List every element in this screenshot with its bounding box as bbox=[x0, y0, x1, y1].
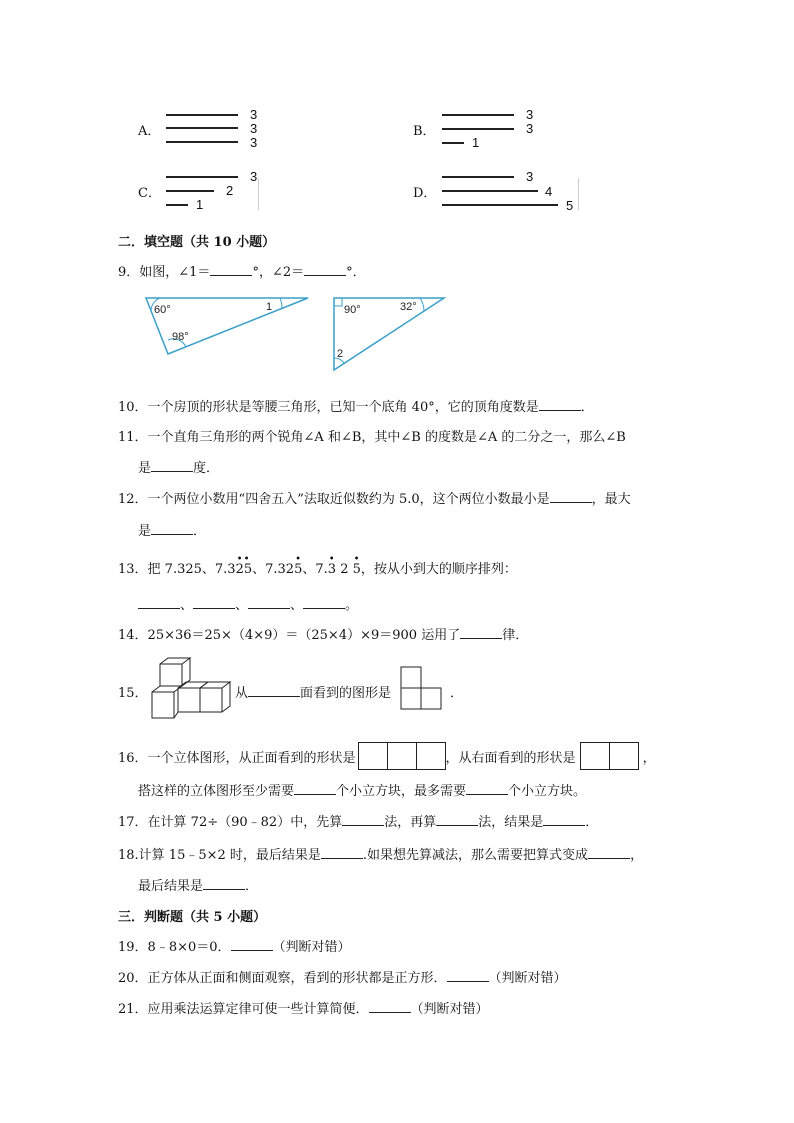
q12-line2-suffix: ． bbox=[193, 524, 207, 539]
q9-fig1-angle-a: 60° bbox=[154, 304, 171, 316]
q17-prefix: 17．在计算 72÷（90﹣82）中，先算 bbox=[118, 815, 343, 830]
q21-prefix: 21．应用乘法运算定律可使一些计算简便． bbox=[118, 1002, 369, 1017]
option-a-segment-1 bbox=[166, 114, 238, 116]
q15-mid-suffix: 面看到的图形是 bbox=[300, 686, 392, 701]
q17-suffix: ． bbox=[585, 815, 599, 830]
q16-front-box-2 bbox=[388, 742, 417, 770]
question-12-line-2 bbox=[138, 520, 206, 539]
q17-mid2: 法，结果是 bbox=[478, 815, 544, 830]
q20-blank[interactable] bbox=[447, 969, 489, 982]
q16-front-view bbox=[358, 742, 446, 770]
q9-prefix: 9．如图，∠1＝ bbox=[118, 265, 211, 280]
q13-sep1: 、7.32 bbox=[252, 562, 295, 577]
q12-blank-2[interactable] bbox=[151, 522, 193, 535]
q16-front-box-1 bbox=[358, 742, 388, 770]
option-d-label: D． bbox=[413, 186, 437, 201]
q16-right-box-1 bbox=[580, 742, 610, 770]
q14-prefix: 14．25×36＝25×（4×9）＝（25×4）×9＝900 运用了 bbox=[118, 628, 461, 643]
option-d-num-3: 5 bbox=[566, 198, 574, 213]
q16-line2-suffix: 个小立方块。 bbox=[508, 784, 587, 799]
q15-view-shape bbox=[400, 666, 444, 712]
q16-right-box-2 bbox=[610, 742, 639, 770]
option-a-num-1: 3 bbox=[250, 107, 258, 122]
q10-text: 10．一个房顶的形状是等腰三角形，已知一个底角 40°，它的顶角度数是 bbox=[118, 400, 539, 415]
q13-sep-d: 。 bbox=[345, 598, 359, 613]
question-16-line-2 bbox=[138, 780, 586, 799]
option-c-segment-1 bbox=[166, 176, 238, 178]
q14-blank[interactable] bbox=[460, 626, 502, 639]
option-b-segment-3 bbox=[442, 142, 464, 144]
q20-suffix: （判断对错） bbox=[488, 971, 567, 986]
q16-blank-2[interactable] bbox=[466, 782, 508, 795]
q15-end: ． bbox=[450, 686, 464, 701]
q9-blank-2[interactable] bbox=[304, 263, 346, 276]
question-20 bbox=[118, 967, 567, 986]
q13-prefix: 13．把 7.325、7.3 bbox=[118, 562, 236, 577]
q13-dot-3: • bbox=[295, 554, 301, 565]
q13-n4b: 2 bbox=[340, 562, 349, 577]
q13-n2: 25 bbox=[235, 562, 253, 577]
question-17 bbox=[118, 811, 598, 830]
q13-repeating-4 bbox=[327, 554, 337, 577]
option-c-label: C． bbox=[138, 186, 161, 201]
section-3-title: 三．判断题（共 5 小题） bbox=[118, 910, 267, 925]
q13-n3: 5 bbox=[294, 562, 303, 577]
option-d-segment-2 bbox=[442, 190, 538, 192]
q9-fig2-angle-c: 2 bbox=[337, 348, 344, 360]
q9-blank-1[interactable] bbox=[210, 263, 252, 276]
q9-triangle-2 bbox=[330, 292, 450, 372]
q9-suffix: °． bbox=[346, 265, 366, 280]
option-d-num-2: 4 bbox=[545, 184, 553, 199]
q17-blank-1[interactable] bbox=[342, 813, 384, 826]
q13-n4c: 5 bbox=[352, 562, 361, 577]
q17-mid1: 法，再算 bbox=[384, 815, 437, 830]
q14-suffix: 律． bbox=[502, 628, 529, 643]
q13-dot-5: • bbox=[353, 554, 360, 565]
q17-blank-2[interactable] bbox=[436, 813, 478, 826]
option-c-divider bbox=[258, 178, 259, 210]
q18-line1-prefix: 18.计算 15﹣5×2 时，最后结果是 bbox=[118, 848, 321, 863]
q13-n4a: 3 bbox=[327, 562, 337, 577]
option-b-label: B． bbox=[413, 124, 436, 139]
q13-dot-4: • bbox=[328, 554, 335, 565]
q16-mid: ，从右面看到的形状是 bbox=[445, 750, 576, 766]
q18-line1-mid: .如果想先算减法，那么需要把算式变成 bbox=[362, 848, 589, 863]
q13-dot-2: • bbox=[243, 554, 250, 565]
option-c-segment-2 bbox=[166, 190, 214, 192]
q11-blank[interactable] bbox=[151, 459, 193, 472]
q16-front-box-3 bbox=[417, 742, 446, 770]
q12-blank-1[interactable] bbox=[550, 490, 592, 503]
q16-line2-mid: 个小立方块，最多需要 bbox=[336, 784, 467, 799]
question-11-line-1: 11．一个直角三角形的两个锐角∠A 和∠B，其中∠B 的度数是∠A 的二分之一，那么∠B bbox=[118, 430, 626, 445]
q15-blank[interactable] bbox=[248, 684, 300, 697]
q13-blank-3[interactable] bbox=[248, 596, 290, 609]
option-a-num-3: 3 bbox=[250, 135, 258, 150]
q13-repeating-5 bbox=[352, 554, 361, 577]
q9-triangle-1 bbox=[140, 292, 320, 362]
section-2-title: 二．填空题（共 10 小题） bbox=[118, 235, 276, 250]
option-b-segment-2 bbox=[442, 128, 514, 130]
q13-sep-b: 、 bbox=[235, 598, 249, 613]
q11-line2-prefix: 是 bbox=[138, 461, 152, 476]
q9-fig1-angle-b: 98° bbox=[172, 331, 189, 343]
q19-blank[interactable] bbox=[231, 938, 273, 951]
option-d-num-1: 3 bbox=[526, 169, 534, 184]
question-19 bbox=[118, 936, 351, 955]
q18-line2-prefix: 最后结果是 bbox=[138, 879, 204, 894]
q13-sep2: 、7. bbox=[302, 562, 328, 577]
q13-blank-2[interactable] bbox=[193, 596, 235, 609]
question-21 bbox=[118, 998, 489, 1017]
q18-blank-1[interactable] bbox=[321, 846, 363, 859]
question-18-line-1 bbox=[118, 844, 643, 863]
q19-suffix: （判断对错） bbox=[272, 940, 351, 955]
q13-repeating-2 bbox=[235, 554, 253, 577]
question-9 bbox=[118, 261, 366, 280]
q13-blank-4[interactable] bbox=[303, 596, 345, 609]
q13-suffix: ，按从小到大的顺序排列： bbox=[360, 562, 517, 577]
question-15 bbox=[235, 682, 391, 701]
q16-line2-prefix: 搭这样的立体图形至少需要 bbox=[138, 784, 295, 799]
q9-fig2-angle-a: 90° bbox=[344, 304, 361, 316]
q21-blank[interactable] bbox=[369, 1000, 411, 1013]
q17-blank-3[interactable] bbox=[543, 813, 585, 826]
q13-sep-a: 、 bbox=[180, 598, 194, 613]
question-13-answers bbox=[138, 594, 358, 613]
question-14 bbox=[118, 624, 528, 643]
option-a-num-2: 3 bbox=[250, 121, 258, 136]
q16-prefix: 16．一个立体图形，从正面看到的形状是 bbox=[118, 750, 356, 766]
q10-blank[interactable] bbox=[539, 398, 581, 411]
option-b-num-3: 1 bbox=[472, 135, 480, 150]
option-d-divider bbox=[578, 178, 579, 210]
option-a-label: A． bbox=[138, 124, 161, 139]
q18-blank-3[interactable] bbox=[203, 877, 245, 890]
q10-suffix: ． bbox=[580, 400, 594, 415]
q11-line2-suffix: 度． bbox=[193, 461, 220, 476]
q13-repeating-3 bbox=[294, 554, 303, 577]
option-b-num-1: 3 bbox=[526, 107, 534, 122]
q18-line2-suffix: ． bbox=[245, 879, 259, 894]
q13-dot-1: • bbox=[236, 554, 243, 565]
q16-right-view bbox=[580, 742, 639, 770]
q12-line1-suffix: ，最大 bbox=[591, 492, 631, 507]
q12-line2-prefix: 是 bbox=[138, 524, 152, 539]
option-c-num-2: 2 bbox=[226, 183, 234, 198]
option-c-num-1: 3 bbox=[250, 169, 258, 184]
option-b-num-2: 3 bbox=[526, 121, 534, 136]
q12-line1-prefix: 12．一个两位小数用“四舍五入”法取近似数约为 5.0，这个两位小数最小是 bbox=[118, 492, 550, 507]
option-b-segment-1 bbox=[442, 114, 514, 116]
q9-mid: °，∠2＝ bbox=[252, 265, 305, 280]
q18-line1-suffix: ， bbox=[630, 848, 644, 863]
q18-blank-2[interactable] bbox=[588, 846, 630, 859]
question-16-line-1 bbox=[118, 742, 656, 770]
option-d-segment-3 bbox=[442, 204, 558, 206]
question-10 bbox=[118, 396, 594, 415]
q9-fig2-angle-b: 32° bbox=[400, 301, 417, 313]
q15-mid-prefix: 从 bbox=[235, 686, 249, 701]
q13-blank-1[interactable] bbox=[138, 596, 180, 609]
option-d-segment-1 bbox=[442, 176, 514, 178]
q20-prefix: 20．正方体从正面和侧面观察，看到的形状都是正方形． bbox=[118, 971, 447, 986]
option-a-segment-3 bbox=[166, 141, 238, 143]
q16-blank-1[interactable] bbox=[294, 782, 336, 795]
option-a-segment-2 bbox=[166, 127, 238, 129]
q13-sep-c: 、 bbox=[290, 598, 304, 613]
q19-prefix: 19．8﹣8×0＝0． bbox=[118, 940, 231, 955]
q16-end: ， bbox=[642, 750, 656, 766]
q15-number: 15． bbox=[118, 686, 148, 701]
option-c-num-3: 1 bbox=[196, 197, 204, 212]
option-c-segment-3 bbox=[166, 204, 188, 206]
q9-fig1-angle-c: 1 bbox=[266, 301, 273, 313]
question-18-line-2 bbox=[138, 875, 258, 894]
question-11-line-2 bbox=[138, 457, 219, 476]
q15-cube-stack bbox=[150, 656, 240, 722]
question-13 bbox=[118, 554, 517, 577]
q21-suffix: （判断对错） bbox=[410, 1002, 489, 1017]
question-12-line-1 bbox=[118, 488, 631, 507]
